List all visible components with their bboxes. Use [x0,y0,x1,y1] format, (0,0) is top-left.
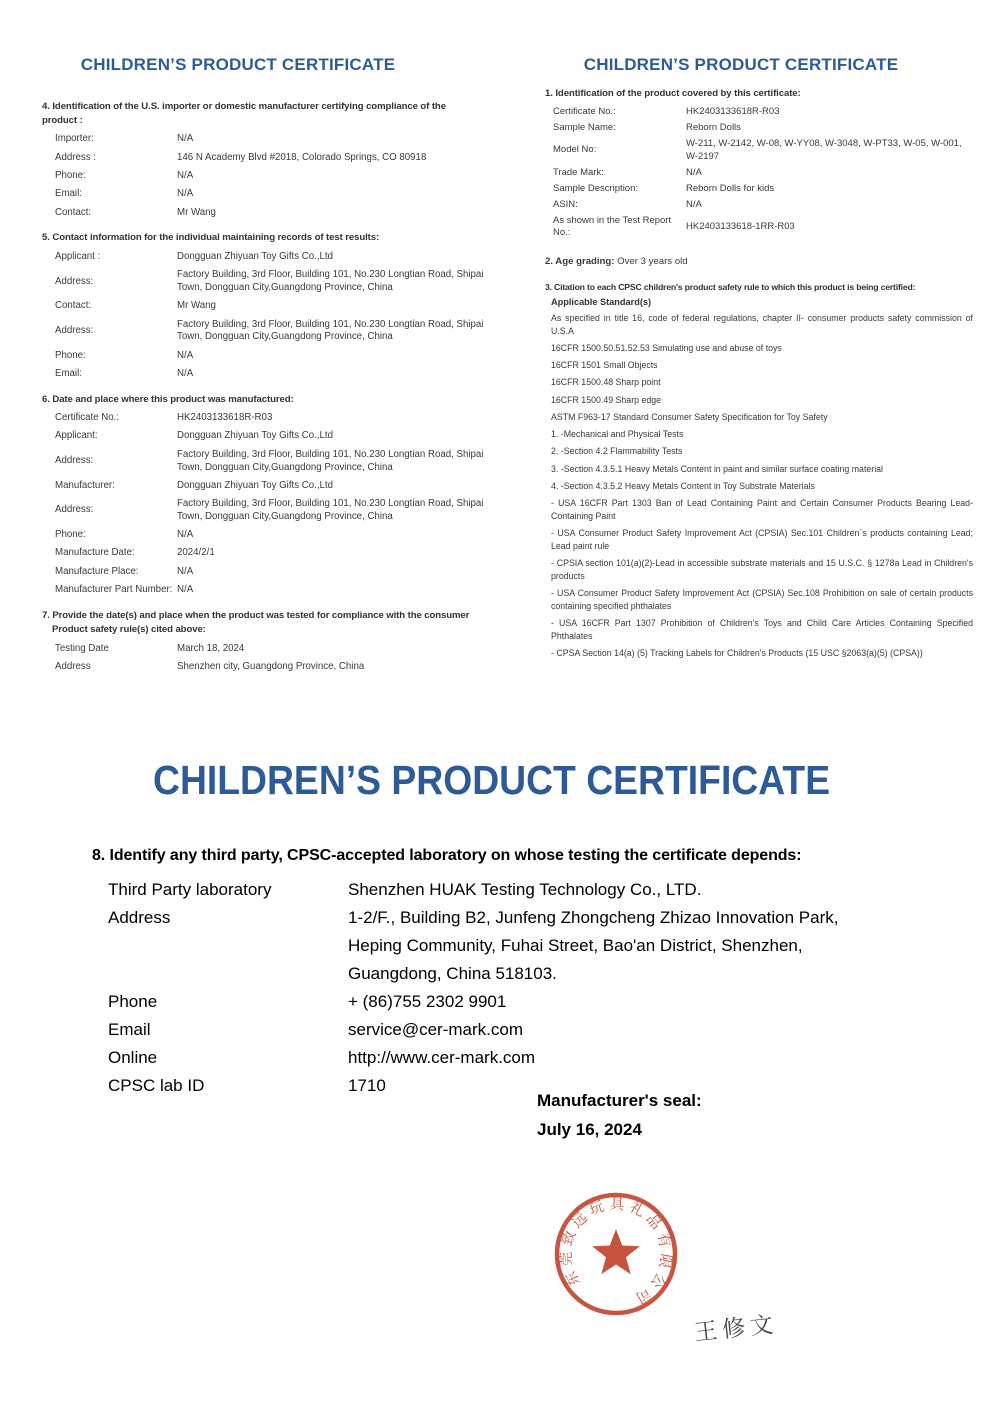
section-3-heading: 3. Citation to each CPSC children's product safety rule to which this product is being certified: [545,281,916,292]
field-label: Certificate No.: [55,412,120,424]
section-7-heading: 7. Provide the date(s) and place when the product was tested for compliance with the consumer Product safety rule(s) cited above: [42,609,470,636]
company-seal [550,1188,682,1320]
field-value: service@cer-mark.com [348,1020,523,1039]
field-value: N/A [177,584,194,596]
field-label: Email: [55,367,82,379]
section-7 [42,609,500,674]
page-title: CHILDREN’S PRODUCT CERTIFICATE [583,55,899,74]
field-row [108,1016,923,1044]
field-row [42,643,500,656]
field-label: Applicant: [55,430,98,442]
field-value: Dongguan Zhiyuan Toy Gifts Co.,Ltd [177,430,333,442]
standard-line: 3. -Section 4.3.5.1 Heavy Metals Content in paint and similar surface coating material [551,463,884,474]
section-3-subheading: Applicable Standard(s) [551,296,652,307]
field-label: Phone [108,992,158,1011]
field-row [42,319,500,345]
field-row [545,122,973,135]
field-value: Reborn Dolls for kids [686,182,775,194]
field-row [545,167,973,180]
field-value: Factory Building, 3rd Floor, Building 101, No.230 Longtian Road, Shipai Town, Dongguan City,Guangdong Province, China [177,498,484,522]
standard-line: 4. -Section 4.3.5.2 Heavy Metals Content in Toy Substrate Materials [551,480,815,491]
field-label: Manufacture Date: [55,547,135,559]
section-4 [42,100,500,220]
field-row [42,498,500,524]
field-row [42,300,500,313]
field-value: N/A [177,367,194,379]
field-label: Sample Description: [553,182,639,194]
field-value: Shenzhen HUAK Testing Technology Co., LTD. [348,880,702,899]
standard-line: As specified in title 16, code of federal regulations, chapter II- consumer products safety commission of U.S.A [551,312,973,336]
field-value: 146 N Academy Blvd #2018, Colorado Springs, CO 80918 [177,151,427,163]
field-label: Address: [55,275,94,287]
field-label: Online [108,1048,158,1067]
field-label: Address [55,660,91,672]
field-row [545,215,973,240]
page-left [42,56,500,686]
field-value: 1-2/F., Building B2, Junfeng Zhongcheng Zhizao Innovation Park, Heping Community, Fuhai Street, Bao'an District, Shenzhen, Guangdong, China 518103. [348,908,839,983]
field-value: N/A [177,349,194,361]
standard-line: - USA 16CFR Part 1307 Prohibition of Children's Toys and Child Care Articles Containing Specified Phthalates [551,618,973,641]
standard-line: - USA 16CFR Part 1303 Ban of Lead Containing Paint and Certain Consumer Products Bearing Lead-Containing Paint [551,498,973,521]
field-label: Phone: [55,529,86,541]
standard-line: 16CFR 1500.48 Sharp point [551,377,661,388]
field-row [42,350,500,363]
laboratory-table [108,876,923,1100]
field-value: Dongguan Zhiyuan Toy Gifts Co.,Ltd [177,250,333,262]
field-value: HK2403133618-1RR-R03 [686,221,795,233]
field-row [42,269,500,295]
field-value: Dongguan Zhiyuan Toy Gifts Co.,Ltd [177,479,333,491]
section-1 [545,87,973,240]
field-value: http://www.cer-mark.com [348,1048,536,1067]
section-5-heading: 5. Contact information for the individual maintaining records of test results: [42,232,380,244]
section-1-heading: 1. Identification of the product covered by this certificate: [545,87,801,99]
field-label: Contact: [55,300,92,312]
signature: 王修文 [693,1311,780,1347]
field-value: N/A [177,529,194,541]
field-row [42,152,500,165]
field-label: Address : [55,151,96,163]
field-row [42,188,500,201]
section-2 [545,256,973,267]
field-row [108,876,923,904]
field-value: N/A [177,565,194,577]
standard-line: 2. -Section 4.2 Flammability Tests [551,446,683,457]
field-row [108,1072,923,1100]
field-label: Certificate No.: [553,106,616,118]
field-value: N/A [177,133,194,145]
field-value: N/A [686,166,702,178]
field-label: Contact: [55,206,92,218]
field-label: Email [108,1020,151,1039]
field-row [42,584,500,597]
field-row [545,106,973,119]
field-value: + (86)755 2302 9901 [348,992,507,1011]
section-3 [545,282,973,660]
field-value: N/A [177,188,194,200]
section-4-heading: 4. Identification of the U.S. importer or domestic manufacturer certifying compliance of the product : [42,100,446,127]
standard-line: - CPSIA section 101(a)(2)-Lead in accessible substrate materials and 15 U.S.C. § 1278a Lead in Children's products [551,558,973,581]
section-2-value: Over 3 years old [617,255,688,267]
field-label: Sample Name: [553,122,616,134]
field-label: Manufacturer Part Number: [55,584,173,596]
field-value: Factory Building, 3rd Floor, Building 101, No.230 Longtian Road, Shipai Town, Dongguan City,Guangdong Province, China [177,318,484,343]
field-row [42,480,500,493]
section-2-label: 2. Age grading: [545,255,615,267]
field-value: 1710 [348,1076,386,1095]
standard-line: - USA Consumer Product Safety Improvement Act (CPSIA) Sec.101 Children´s products containing Lead; Lead paint rule [551,528,973,551]
field-value: Shenzhen city, Guangdong Province, China [177,660,365,672]
section-5 [42,231,500,380]
field-row [108,1044,923,1072]
field-row [42,449,500,475]
field-row [545,183,973,196]
field-value: Mr Wang [177,206,216,218]
field-row [545,199,973,212]
standard-line: 1. -Mechanical and Physical Tests [551,429,684,440]
field-row [42,412,500,425]
field-row [42,430,500,443]
section-6-heading: 6. Date and place where this product was manufactured: [42,393,294,405]
section-6 [42,393,500,597]
field-row [545,138,973,163]
field-label: Phone: [55,349,86,361]
field-label: ASIN: [553,198,578,210]
field-label: As shown in the Test Report No.: [553,214,672,239]
field-value: W-211, W-2142, W-08, W-YY08, W-3048, W-PT33, W-05, W-001, W-2197 [686,138,962,162]
field-label: Manufacturer: [55,479,115,491]
field-row [42,661,500,674]
star-icon [592,1229,640,1274]
standard-line: - USA Consumer Product Safety Improvement Act (CPSIA) Sec.108 Prohibition on sale of certain products containing specified phthalates [551,588,973,611]
field-label: Address: [55,455,94,467]
standard-line: 16CFR 1500.50.51.52.53 Simulating use and abuse of toys [551,342,782,353]
field-row [42,170,500,183]
manufacturer-seal-caption: Manufacturer's seal: [537,1091,702,1110]
field-value: Factory Building, 3rd Floor, Building 101, No.230 Longtian Road, Shipai Town, Dongguan City,Guangdong Province, China [177,269,484,293]
standard-line: - CPSA Section 14(a) (5) Tracking Labels for Children's Products (15 USC §2063(a)(5) (CPSA)) [551,648,923,659]
field-row [108,988,923,1016]
page-title-large: CHILDREN’S PRODUCT CERTIFICATE [153,757,831,803]
field-row [42,529,500,542]
field-label: Applicant : [55,250,101,262]
field-value: N/A [686,198,702,210]
field-row [42,133,500,146]
field-row [42,547,500,560]
field-value: March 18, 2024 [177,642,245,654]
manufacturer-seal-date: July 16, 2024 [537,1120,642,1139]
page-title: CHILDREN’S PRODUCT CERTIFICATE [80,55,396,74]
field-label: Address: [55,504,94,516]
field-row [42,207,500,220]
field-value: Mr Wang [177,300,216,312]
field-label: CPSC lab ID [108,1076,205,1095]
field-label: Third Party laboratory [108,880,272,899]
page-right [545,56,973,686]
field-label: Phone: [55,170,86,182]
field-value: Factory Building, 3rd Floor, Building 101, No.230 Longtian Road, Shipai Town, Dongguan City,Guangdong Province, China [177,448,484,473]
field-label: Email: [55,188,82,200]
field-label: Model No: [553,144,597,156]
page-bottom [0,710,1000,1414]
field-label: Manufacture Place: [55,565,139,577]
certificate-top-pages [0,0,1000,686]
field-label: Importer: [55,133,94,145]
field-label: Address [108,908,171,927]
standard-line: 16CFR 1500.49 Sharp edge [551,394,662,405]
field-row [42,251,500,264]
field-row [42,566,500,579]
section-8-heading: 8. Identify any third party, CPSC-accepted laboratory on whose testing the certificate depends: [92,847,802,864]
field-value: Reborn Dolls [686,122,741,134]
standard-line: ASTM F963-17 Standard Consumer Safety Specification for Toy Safety [551,411,828,422]
field-value: 2024/2/1 [177,547,215,559]
field-value: N/A [177,170,194,182]
field-row [42,368,500,381]
standard-line: 16CFR 1501 Small Objects [551,360,658,371]
field-label: Trade Mark: [553,166,604,178]
seal-text: 东莞致远玩具礼品有限公司 [558,1196,674,1308]
field-row [108,904,923,988]
field-value: HK2403133618R-R03 [177,412,273,424]
field-label: Testing Date [55,642,109,654]
field-label: Address: [55,324,94,336]
field-value: HK2403133618R-R03 [686,106,780,118]
